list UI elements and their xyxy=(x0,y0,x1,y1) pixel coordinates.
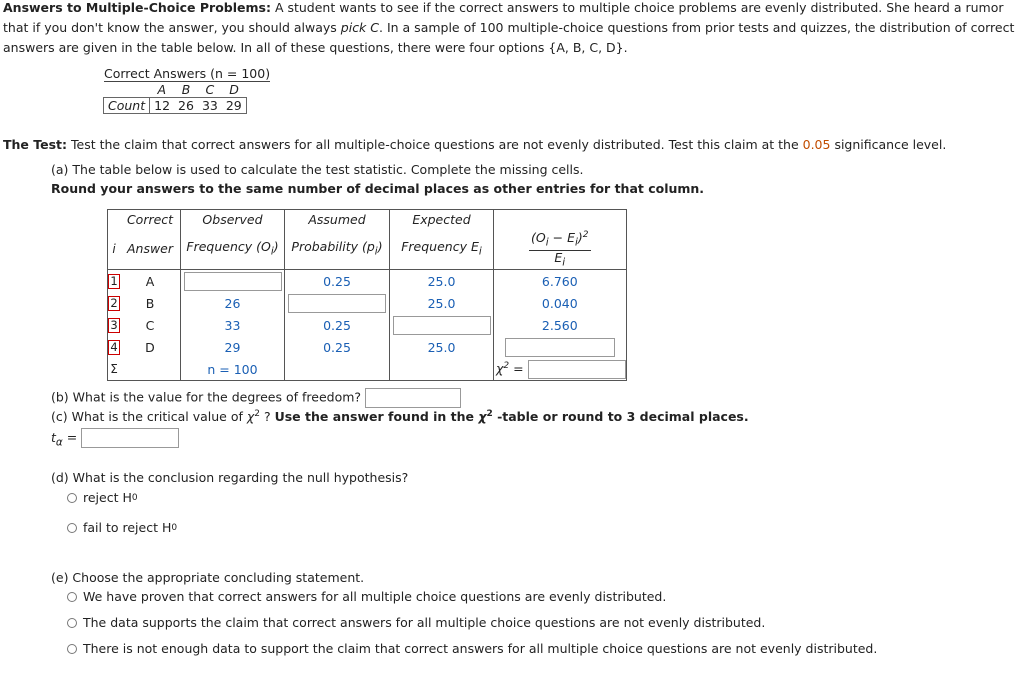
observed-a-input[interactable] xyxy=(184,272,282,291)
conclusion-option-2[interactable]: The data supports the claim that correct answers for all multiple choice questions are not evenly distributed. xyxy=(67,615,765,630)
row-index: 3 xyxy=(108,318,120,333)
row-answer: B xyxy=(120,292,181,314)
header-probability: Probability $(p_i)$ xyxy=(285,228,390,270)
t-alpha-label: $t_\alpha$ xyxy=(51,429,63,448)
critical-value-row: $t_\alpha$ = xyxy=(51,428,179,448)
table-row xyxy=(108,270,627,293)
sample-size: n = 100 xyxy=(181,358,285,381)
row-probability: 0.25 xyxy=(285,314,390,336)
reject-h0-option[interactable]: reject H 0 xyxy=(67,490,138,505)
radio-icon[interactable] xyxy=(67,523,77,533)
chi-square-label: $\chi^2$ xyxy=(496,360,510,376)
critical-value-input[interactable] xyxy=(81,428,179,448)
conclusion-option-3[interactable]: There is not enough data to support the claim that correct answers for all multiple choice questions are not evenly distributed. xyxy=(67,641,877,656)
table-row xyxy=(108,336,627,358)
problem-intro xyxy=(3,0,1021,58)
row-answer: C xyxy=(120,314,181,336)
radio-icon[interactable] xyxy=(67,618,77,628)
row-chi-component: 2.560 xyxy=(494,314,627,336)
row-index: 4 xyxy=(108,340,120,355)
row-observed: 33 xyxy=(181,314,285,336)
table-row xyxy=(108,314,627,336)
row-expected: 25.0 xyxy=(390,270,494,293)
part-e-question: (e) Choose the appropriate concluding statement. xyxy=(51,570,365,585)
count-c: 33 xyxy=(198,98,222,114)
header-answer: Answer xyxy=(120,228,181,270)
problem-title: Answers to Multiple-Choice Problems: xyxy=(3,0,271,15)
option-a: A xyxy=(157,82,167,97)
sum-row: Σ n = 100 $\chi^2$ = xyxy=(108,358,627,381)
significance-level: 0.05 xyxy=(802,137,831,152)
answers-table xyxy=(103,82,247,114)
conclusion-option-1[interactable]: We have proven that correct answers for all multiple choice questions are evenly distributed. xyxy=(67,589,666,604)
header-assumed: Assumed xyxy=(285,210,390,229)
table-row xyxy=(108,292,627,314)
row-probability: 0.25 xyxy=(285,270,390,293)
row-observed: 26 xyxy=(181,292,285,314)
option-b: B xyxy=(181,82,191,97)
part-b-question: (b) What is the value for the degrees of freedom? xyxy=(51,389,362,405)
header-chi-component: $\frac{(O_i - E_i)^2}{E_i}$ xyxy=(494,228,627,270)
chi-square-statistic-input[interactable] xyxy=(528,360,626,379)
header-observed-frequency: Frequency $(O_i)$ xyxy=(181,228,285,270)
row-observed: 29 xyxy=(181,336,285,358)
header-i: i xyxy=(108,228,121,270)
part-a-rounding-note: Round your answers to the same number of decimal places as other entries for that column. xyxy=(51,181,705,196)
row-chi-component: 6.760 xyxy=(494,270,627,293)
radio-icon[interactable] xyxy=(67,592,77,602)
part-c-question: (c) What is the critical value of $\chi^2$ ? Use the answer found in the $\chi^2$ -table or round to 3 decimal places. xyxy=(51,409,749,425)
row-expected: 25.0 xyxy=(390,336,494,358)
row-answer: A xyxy=(120,270,181,293)
row-chi-component: 0.040 xyxy=(494,292,627,314)
header-correct: Correct xyxy=(120,210,181,229)
row-probability: 0.25 xyxy=(285,336,390,358)
row-answer: D xyxy=(120,336,181,358)
row-index: 2 xyxy=(108,296,120,311)
chi-component-d-input[interactable] xyxy=(505,338,615,357)
part-a-instructions: (a) The table below is used to calculate the test statistic. Complete the missing cells. xyxy=(51,162,584,177)
count-d: 29 xyxy=(222,98,246,114)
chi-square-table xyxy=(107,209,627,381)
option-c: C xyxy=(205,82,215,97)
intro-text-2: . In a sample of 100 multiple-choice questions from prior tests and quizzes, the distribution of correct answers are given in the table below. In all of these questions, there were four options {A, B, C, D}. xyxy=(3,20,1015,55)
probability-b-input[interactable] xyxy=(288,294,386,313)
radio-icon[interactable] xyxy=(67,644,77,654)
part-d-question: (d) What is the conclusion regarding the null hypothesis? xyxy=(51,470,409,485)
count-b: 26 xyxy=(174,98,198,114)
count-label: Count xyxy=(104,98,150,114)
option-d: D xyxy=(229,82,239,97)
sigma-symbol: Σ xyxy=(108,358,121,381)
degrees-of-freedom-input[interactable] xyxy=(365,388,461,408)
row-expected: 25.0 xyxy=(390,292,494,314)
intro-text-1: A student wants to see if the correct answers to multiple choice problems are evenly distributed. She heard a rumor that if you don't know the answer, you should always xyxy=(3,0,1004,35)
count-a: 12 xyxy=(150,98,174,114)
header-expected-frequency: Frequency $E_i$ xyxy=(390,228,494,270)
row-index: 1 xyxy=(108,274,120,289)
part-b xyxy=(51,388,461,408)
fail-to-reject-h0-option[interactable]: fail to reject H 0 xyxy=(67,520,177,535)
expected-c-input[interactable] xyxy=(393,316,491,335)
header-observed: Observed xyxy=(181,210,285,229)
test-statement: The Test: Test the claim that correct answers for all multiple-choice questions are not evenly distributed. Test this claim at the 0.05 significance level. xyxy=(3,137,947,152)
answers-table-caption: Correct Answers (n = 100) xyxy=(104,66,271,81)
radio-icon[interactable] xyxy=(67,493,77,503)
header-expected: Expected xyxy=(390,210,494,229)
intro-pick: pick C xyxy=(340,20,380,35)
test-label: The Test: xyxy=(3,137,68,152)
